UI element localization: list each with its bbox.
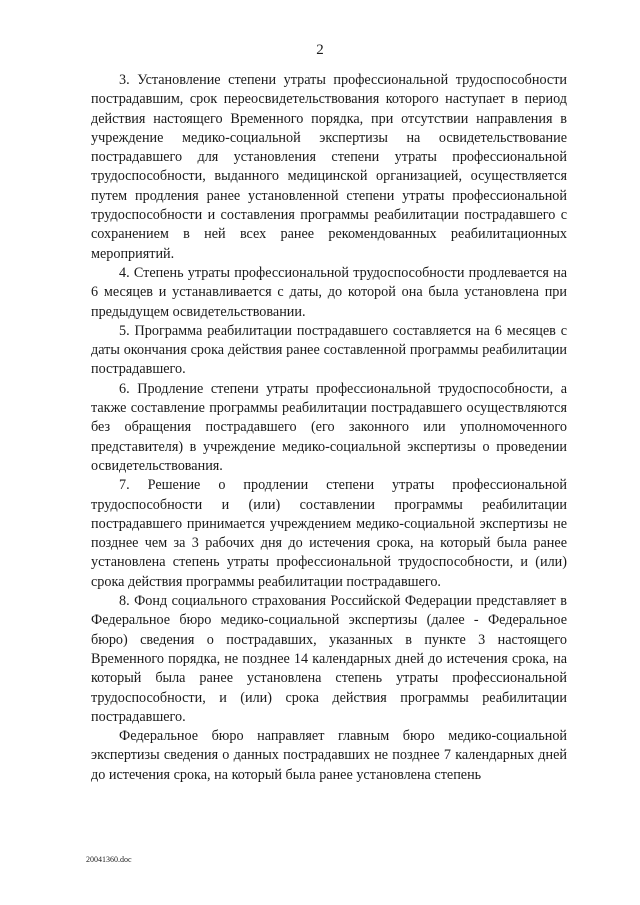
paragraph-item-8: 8. Фонд социального страхования Российской Федерации представляет в Федеральное бюро медико-социальной экспертизы (далее - Федеральное бюро) сведения о пострадавших, указанных в пункте 3 настоящего Временного порядка, не позднее 14 календарных дней до истечения срока, на который была ранее установлена степень утраты профессиональной трудоспособности, и (или) срока действия программы реабилитации пострадавшего. — [91, 593, 567, 725]
paragraph-federal-bureau: Федеральное бюро направляет главным бюро медико-социальной экспертизы сведения о данных пострадавших не позднее 7 календарных дней до истечения срока, на который была ранее установлена степень — [91, 728, 567, 783]
page-number: 2 — [316, 42, 324, 58]
paragraph-item-3: 3. Установление степени утраты профессиональной трудоспособности пострадавшим, срок переосвидетельствования которого наступает в период действия настоящего Временного порядка, при отсутствии направления в учреждение медико-социальной экспертизы на освидетельствование пострадавшего для установления степени утраты профессиональной трудоспособности, выданного медицинской организацией, осуществляется путем продления ранее установленной степени утраты профессиональной трудоспособности и составления программы реабилитации пострадавшего с сохранением в ней всех ранее рекомендованных реабилитационных мероприятий. — [91, 72, 567, 262]
paragraph-item-5: 5. Программа реабилитации пострадавшего составляется на 6 месяцев с даты окончания срока действия ранее составленной программы реабилитации пострадавшего. — [91, 322, 567, 378]
paragraph-item-7: 7. Решение о продлении степени утраты профессиональной трудоспособности и (или) составлении программы реабилитации пострадавшего принимается учреждением медико-социальной экспертизы не позднее чем за 3 рабочих дня до истечения срока, на который была ранее установлена степень утраты профессиональной трудоспособности, и (или) срока действия программы реабилитации пострадавшего. — [91, 477, 567, 590]
paragraph-item-4: 4. Степень утраты профессиональной трудоспособности продлевается на 6 месяцев и устанавливается с даты, до которой она была установлена при предыдущем освидетельствовании. — [91, 264, 567, 320]
document-body — [91, 71, 567, 785]
paragraph-item-6: 6. Продление степени утраты профессиональной трудоспособности, а также составление программы реабилитации пострадавшего осуществляются без обращения пострадавшего (его законного или уполномоченного представителя) в учреждение медико-социальной экспертизы о проведении освидетельствования. — [91, 380, 567, 474]
footer-filename: 20041360.doc — [86, 855, 132, 864]
